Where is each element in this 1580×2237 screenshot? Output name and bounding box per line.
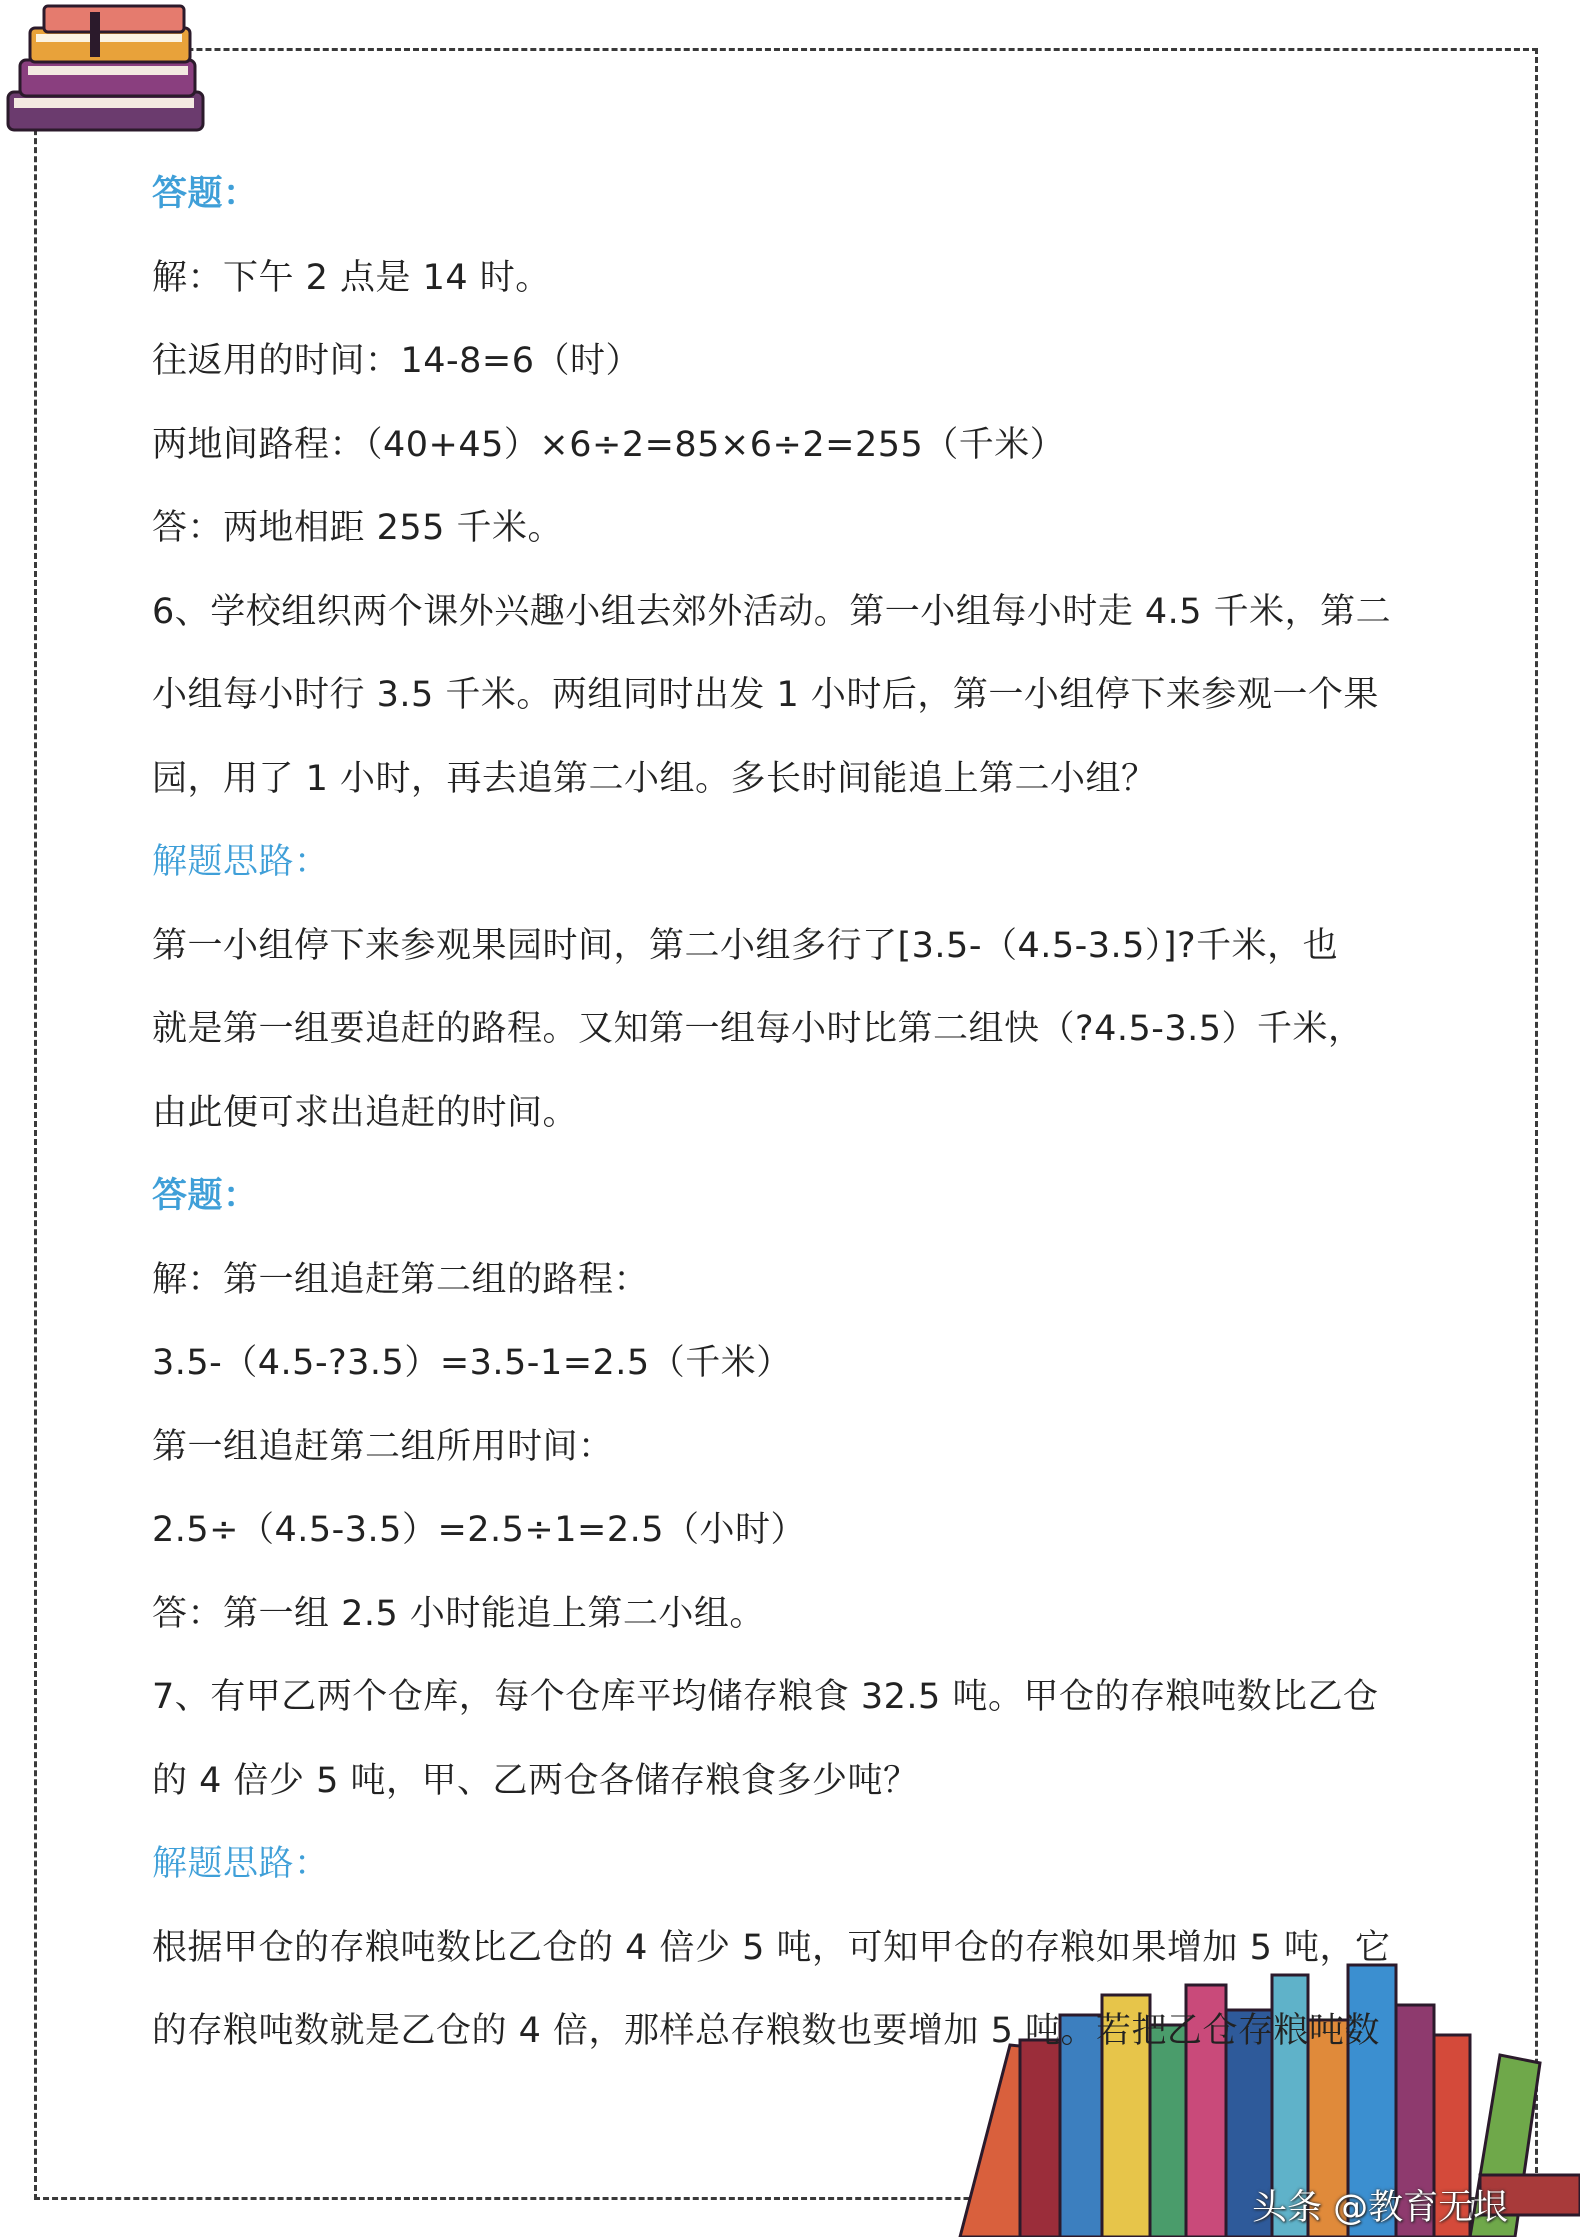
text-line: 小组每小时行 3.5 千米。两组同时出发 1 小时后，第一小组停下来参观一个果 xyxy=(152,675,1379,715)
text-line: 3.5-（4.5-?3.5）=3.5-1=2.5（千米） xyxy=(152,1343,792,1383)
document-body xyxy=(152,160,1452,2081)
text-line: 答：第一组 2.5 小时能追上第二小组。 xyxy=(152,1593,765,1634)
text-line: 7、有甲乙两个仓库，每个仓库平均储存粮食 32.5 吨。甲仓的存粮吨数比乙仓 xyxy=(152,1677,1379,1717)
text-line: 两地间路程：（40+45）×6÷2=85×6÷2=255（千米） xyxy=(152,424,1066,465)
text-line: 就是第一组要追赶的路程。又知第一组每小时比第二组快（?4.5-3.5）千米， xyxy=(152,1009,1364,1049)
text-line: 解：下午 2 点是 14 时。 xyxy=(152,257,551,298)
text-line: 第一小组停下来参观果园时间，第二小组多行了[3.5-（4.5-3.5）]?千米，也 xyxy=(152,925,1339,966)
book-stack-icon xyxy=(0,0,225,145)
text-line: 的 4 倍少 5 吨，甲、乙两仓各储存粮食多少吨？ xyxy=(152,1760,919,1801)
section-heading: 答题： xyxy=(152,1176,259,1216)
section-heading: 解题思路： xyxy=(152,1844,330,1884)
text-line: 答：两地相距 255 千米。 xyxy=(152,508,564,548)
text-line: 由此便可求出追赶的时间。 xyxy=(152,1092,579,1133)
section-heading: 答题： xyxy=(152,174,259,214)
section-heading: 解题思路： xyxy=(152,842,330,882)
text-line: 2.5÷（4.5-3.5）=2.5÷1=2.5（小时） xyxy=(152,1510,807,1550)
text-line: 解：第一组追赶第二组的路程： xyxy=(152,1259,650,1300)
text-line: 园，用了 1 小时，再去追第二小组。多长时间能追上第二小组？ xyxy=(152,758,1157,799)
text-line: 6、学校组织两个课外兴趣小组去郊外活动。第一小组每小时走 4.5 千米，第二 xyxy=(152,591,1392,632)
text-line: 根据甲仓的存粮吨数比乙仓的 4 倍少 5 吨，可知甲仓的存粮如果增加 5 吨，它 xyxy=(152,1927,1391,1968)
text-line: 第一组追赶第二组所用时间： xyxy=(152,1426,614,1467)
text-line: 的存粮吨数就是乙仓的 4 倍，那样总存粮数也要增加 5 吨。若把乙仓存粮吨数 xyxy=(152,2011,1381,2051)
text-line: 往返用的时间：14-8=6（时） xyxy=(152,341,642,381)
watermark: 头条 @教育无垠 xyxy=(1252,2188,1509,2228)
